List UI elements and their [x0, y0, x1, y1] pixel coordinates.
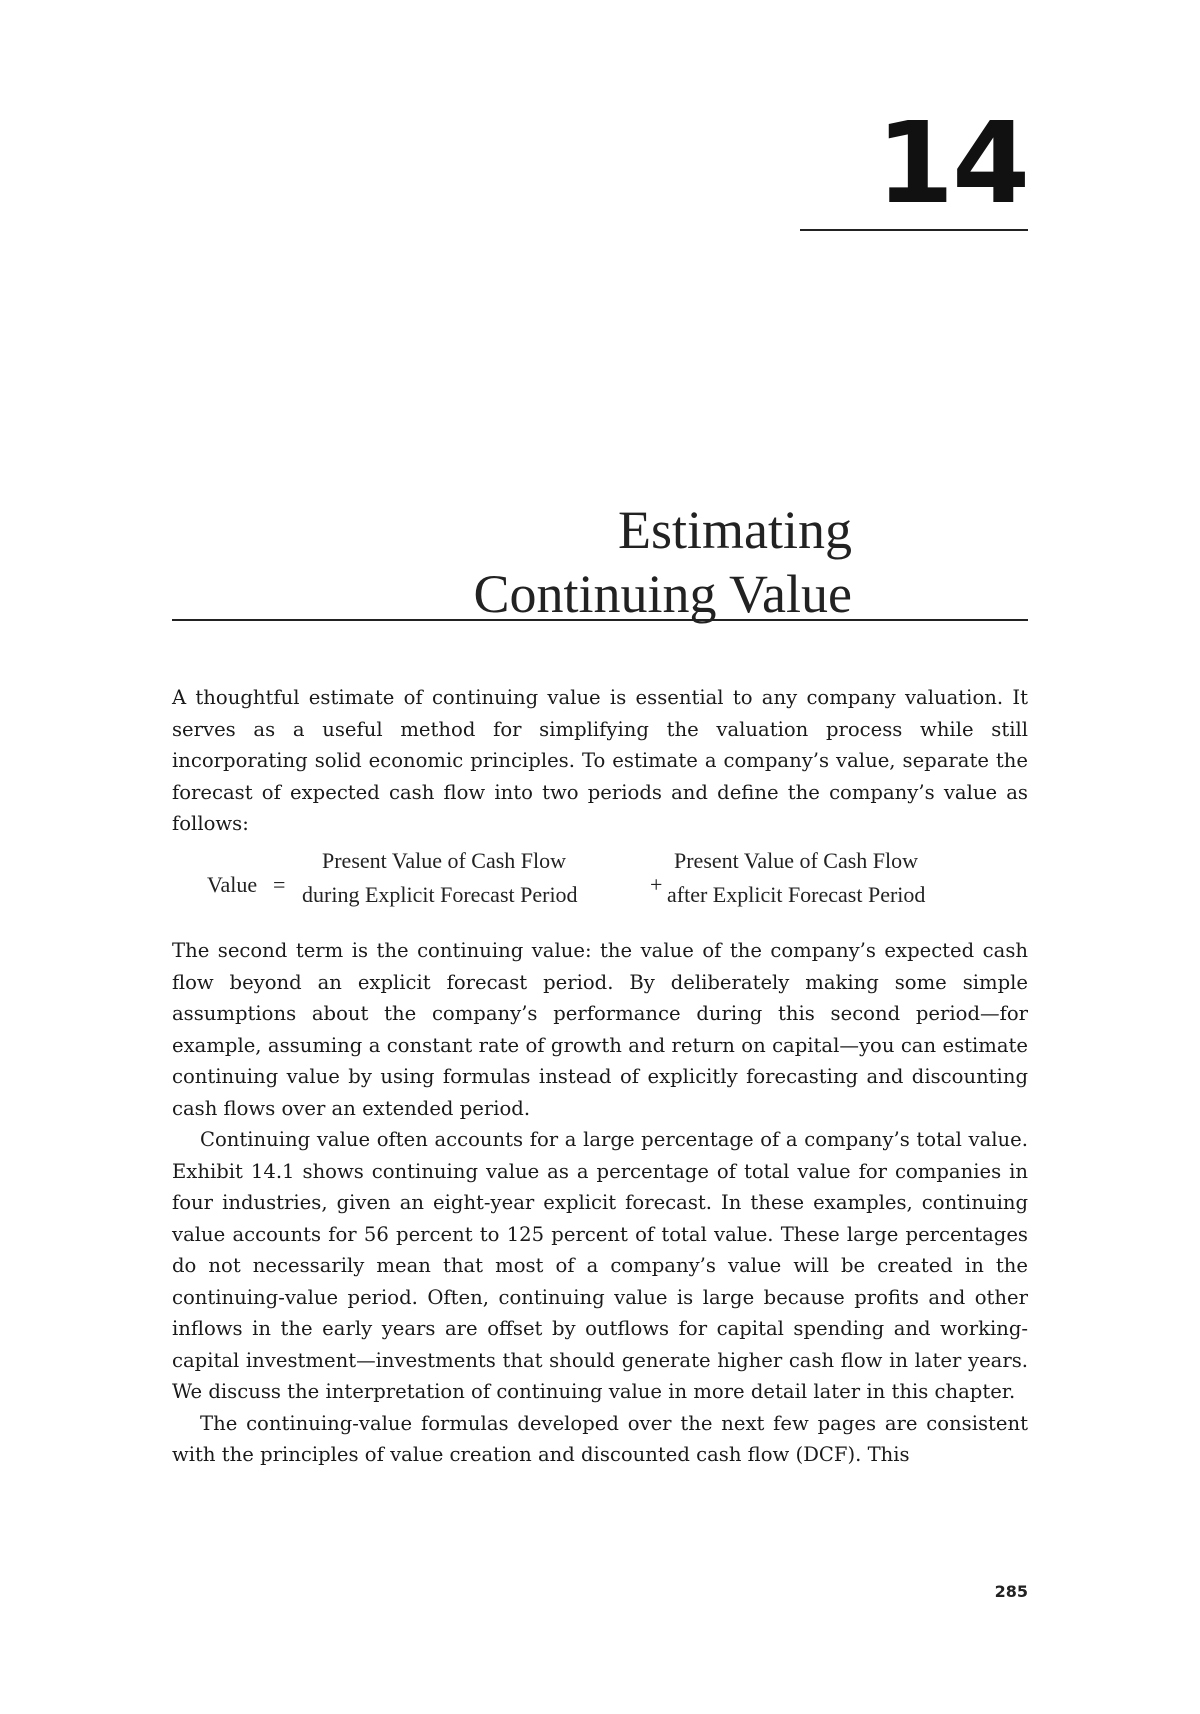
chapter-number-rule	[800, 229, 1028, 231]
title-rule	[172, 619, 1028, 621]
body-paragraph-2: Continuing value often accounts for a large percentage of a company’s total value. Exhibit 14.1 shows continuing value as a percentage of total value for companies in four industries, given an eight-year explicit forecast. In these examples, continuing value accounts for 56 percent to 125 percent of total value. These large percentages do not necessarily mean that most of a company’s value will be created in the continuing-value period. Often, continuing value is large because profits and other inflows in the early years are offset by outflows for capital spending and working-capital investment—investments that should generate higher cash flow in later years. We discuss the interpretation of continuing value in more detail later in this chapter.	[172, 1128, 1028, 1403]
body-section	[172, 935, 1028, 1471]
chapter-title	[172, 498, 852, 626]
formula-lhs: Value	[207, 872, 258, 897]
formula-equals: =	[273, 872, 286, 897]
formula-term2-bottom: after Explicit Forecast Period	[667, 882, 926, 907]
chapter-title-line-2: Continuing Value	[473, 564, 852, 625]
formula-term2-top: Present Value of Cash Flow	[674, 848, 919, 873]
intro-section	[172, 682, 1028, 840]
value-formula	[172, 848, 1028, 918]
intro-paragraph: A thoughtful estimate of continuing value is essential to any company valuation. It serves as a useful method for simplifying the valuation process while still incorporating solid economic principles. To estimate a company’s value, separate the forecast of expected cash flow into two periods and define the company’s value as follows:	[172, 686, 1028, 835]
chapter-number: 14	[876, 99, 1028, 229]
chapter-title-line-1: Estimating	[618, 500, 852, 561]
body-paragraph-1: The second term is the continuing value: the value of the company’s expected cash flow beyond an explicit forecast period. By deliberately making some simple assumptions about the company’s performance during this second period—for example, assuming a constant rate of growth and return on capital—you can estimate continuing value by using formulas instead of explicitly forecasting and discounting cash flows over an extended period.	[172, 939, 1028, 1120]
body-paragraph-3: The continuing-value formulas developed over the next few pages are consistent with the principles of value creation and discounted cash flow (DCF). This	[172, 1411, 1028, 1466]
formula-term1-top: Present Value of Cash Flow	[322, 848, 567, 873]
page-number: 285	[994, 1582, 1028, 1601]
formula-plus: +	[650, 872, 663, 897]
formula-term1-bottom: during Explicit Forecast Period	[302, 882, 578, 907]
